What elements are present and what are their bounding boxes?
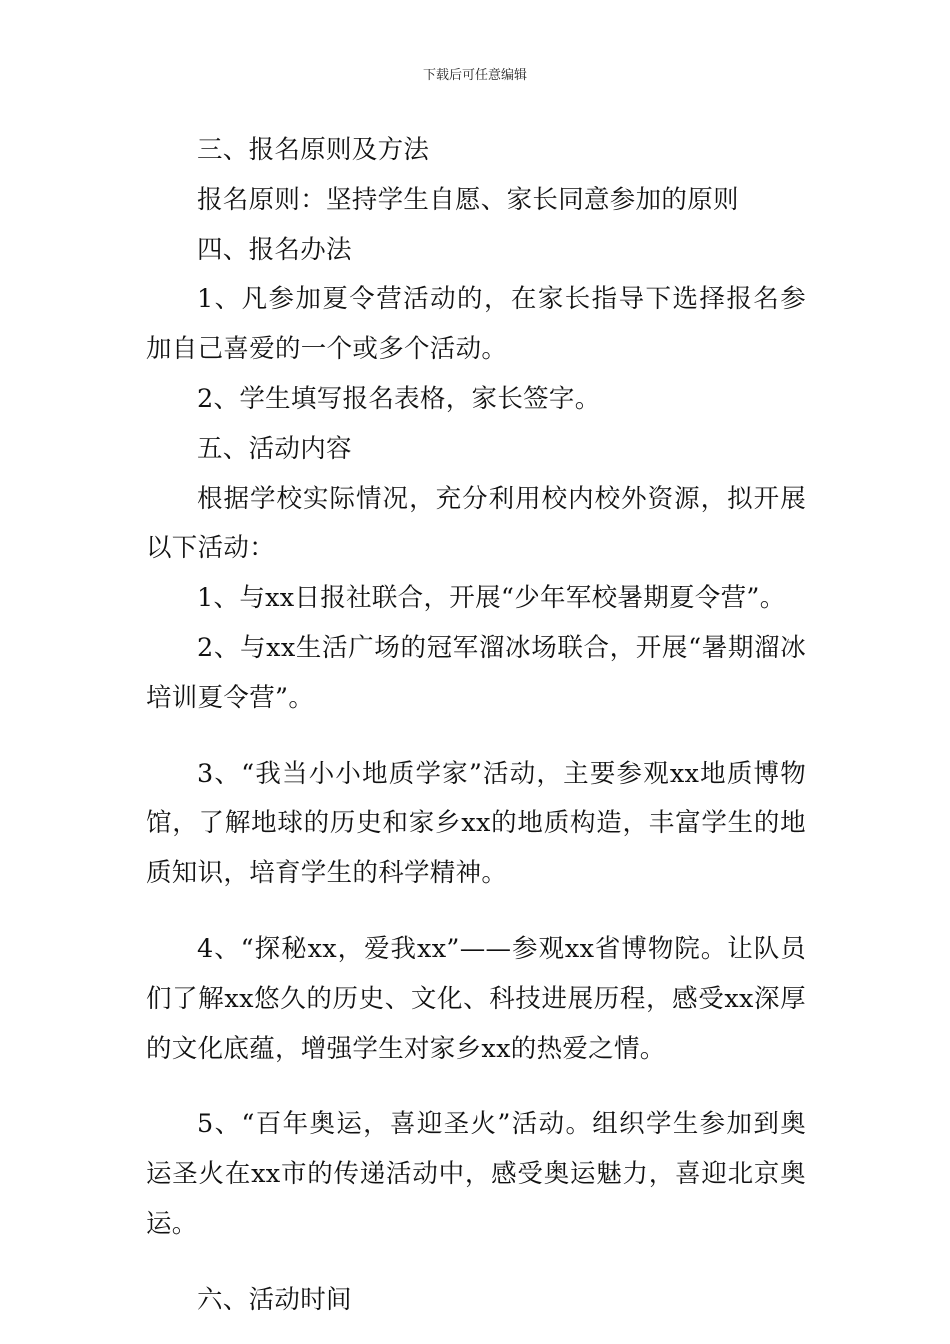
section-heading-registration-method: 四、报名办法 [197,234,352,265]
document-body [146,126,806,1326]
paragraph-method-2: 2、学生填写报名表格，家长签字。 [197,383,601,414]
section-heading-activity-content: 五、活动内容 [197,433,352,464]
paragraph-activity-5: 5、“百年奥运，喜迎圣火”活动。组织学生参加到奥运圣火在xx市的传递活动中，感受奥运魅力，喜迎北京奥运。 [146,1109,806,1239]
paragraph-activity-2: 2、与xx生活广场的冠军溜冰场联合，开展“暑期溜冰培训夏令营”。 [146,632,806,713]
section-heading-activity-time: 六、活动时间 [197,1284,352,1315]
paragraph-registration-principle: 报名原则：坚持学生自愿、家长同意参加的原则 [197,184,739,215]
paragraph-activity-1: 1、与xx日报社联合，开展“少年军校暑期夏令营”。 [197,583,786,614]
page-header: 下载后可任意编辑 [422,68,527,83]
paragraph-activity-intro: 根据学校实际情况，充分利用校内校外资源，拟开展以下活动： [146,483,806,564]
paragraph-activity-4: 4、“探秘xx，爱我xx”——参观xx省博物院。让队员们了解xx悠久的历史、文化、科技进展历程，感受xx深厚的文化底蕴，增强学生对家乡xx的热爱之情。 [146,933,806,1064]
paragraph-method-1: 1、凡参加夏令营活动的，在家长指导下选择报名参加自己喜爱的一个或多个活动。 [146,284,806,365]
section-heading-registration-principles: 三、报名原则及方法 [197,135,430,165]
paragraph-activity-3: 3、“我当小小地质学家”活动，主要参观xx地质博物馆，了解地球的历史和家乡xx的地质构造，丰富学生的地质知识，培育学生的科学精神。 [146,758,806,889]
